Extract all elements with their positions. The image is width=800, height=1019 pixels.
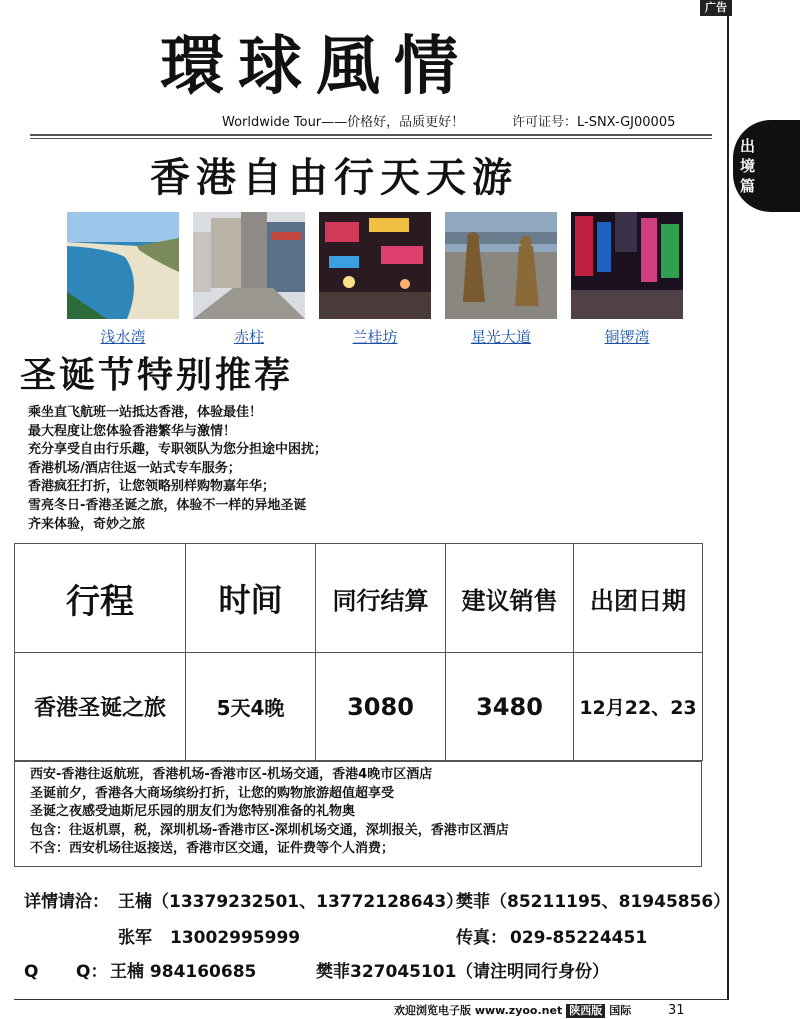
fax-number: 029-85224451 bbox=[510, 928, 648, 948]
qq-label: Q： bbox=[76, 962, 108, 982]
ad-tag: 广告 bbox=[700, 0, 732, 16]
highlight-line: 充分享受自由行乐趣，专职领队为您分担途中困扰； bbox=[28, 442, 328, 458]
headline: 香港自由行天天游 bbox=[150, 154, 518, 201]
note-line: 圣诞前夕，香港各大商场缤纷打折，让您的购物旅游超值超享受 bbox=[30, 785, 395, 801]
highlight-line: 香港疯狂打折，让您领略别样购物嘉年华； bbox=[28, 479, 276, 495]
note-line: 不含：西安机场往返接送，香港市区交通，证件费等个人消费； bbox=[30, 841, 395, 857]
footer-divider bbox=[14, 999, 728, 1000]
qq-note: （请注明同行身份） bbox=[456, 962, 609, 982]
cell-departure: 12月22、23 bbox=[574, 653, 703, 761]
cell-itinerary: 香港圣诞之旅 bbox=[15, 653, 186, 761]
highlight-line: 齐来体验，奇妙之旅 bbox=[28, 516, 146, 532]
highlight-line: 最大程度让您体验香港繁华与激情！ bbox=[28, 423, 237, 439]
photo-caption: 铜锣湾 bbox=[604, 328, 650, 346]
photo-repulse-bay bbox=[67, 212, 179, 319]
col-header-departure: 出团日期 bbox=[574, 544, 703, 653]
cell-duration: 5天4晚 bbox=[186, 653, 316, 761]
brand-title: 環球風情 bbox=[160, 29, 472, 104]
divider bbox=[30, 134, 712, 136]
promo-title: 圣诞节特别推荐 bbox=[20, 355, 294, 396]
price-table bbox=[14, 543, 703, 761]
photo-caption: 赤柱 bbox=[233, 328, 264, 346]
note-line: 包含：往返机票，税，深圳机场-香港市区-深圳机场交通，深圳报关，香港市区酒店 bbox=[30, 822, 509, 838]
table-header-row bbox=[15, 544, 703, 653]
photo-causeway-bay bbox=[571, 212, 683, 319]
contact-name-1: 王楠 bbox=[118, 892, 152, 912]
page-border bbox=[727, 16, 729, 1000]
photo-caption: 星光大道 bbox=[470, 328, 531, 346]
footer-site: 欢迎浏览电子版 www.zyoo.net bbox=[394, 1004, 563, 1017]
highlight-line: 香港机场/酒店往返一站式专车服务； bbox=[28, 460, 241, 476]
note-line: 西安-香港往返航班，香港机场-香港市区-机场交通，香港4晚市区酒店 bbox=[30, 767, 433, 782]
divider bbox=[30, 138, 712, 139]
contact-name-2: 樊菲 bbox=[456, 892, 490, 912]
qq-mark: Q bbox=[24, 962, 39, 982]
photo-avenue-of-stars bbox=[445, 212, 557, 319]
col-header-itinerary: 行程 bbox=[15, 544, 186, 653]
footer-section: 国际 bbox=[609, 1004, 632, 1017]
photo-lan-kwai-fong bbox=[319, 212, 431, 319]
page-number: 31 bbox=[668, 1003, 685, 1018]
highlight-line: 乘坐直飞航班一站抵达香港，体验最佳！ bbox=[28, 405, 263, 420]
photo-caption: 浅水湾 bbox=[100, 328, 146, 346]
contact-phone-2: （85211195、81945856） bbox=[490, 892, 731, 912]
notes-text bbox=[30, 766, 509, 859]
contact-phone-3: 13002995999 bbox=[170, 928, 301, 948]
promo-highlights bbox=[28, 404, 327, 534]
col-header-trade-price: 同行结算 bbox=[316, 544, 446, 653]
contact-name-3: 张军 bbox=[118, 928, 152, 948]
photo-caption: 兰桂坊 bbox=[352, 328, 398, 346]
photo-stanley bbox=[193, 212, 305, 319]
fax-label: 传真： bbox=[456, 928, 507, 948]
edition-badge: 陕西版 bbox=[566, 1004, 605, 1018]
qq-2: 樊菲327045101 bbox=[316, 962, 457, 982]
highlight-line: 雪亮冬日-香港圣诞之旅，体验不一样的异地圣诞 bbox=[28, 497, 307, 513]
section-tab-label: 出境篇 bbox=[740, 137, 756, 195]
cell-trade-price: 3080 bbox=[316, 653, 446, 761]
license-number: 许可证号：L-SNX-GJ00005 bbox=[512, 115, 676, 130]
contact-phone-1: （13379232501、13772128643） bbox=[152, 892, 464, 912]
brand-tagline: Worldwide Tour——价格好，品质更好！ bbox=[222, 115, 465, 130]
table-row bbox=[15, 653, 703, 761]
qq-1: 王楠 984160685 bbox=[110, 962, 257, 982]
col-header-retail-price: 建议销售 bbox=[446, 544, 574, 653]
footer bbox=[394, 1004, 631, 1018]
cell-retail-price: 3480 bbox=[446, 653, 574, 761]
col-header-duration: 时间 bbox=[186, 544, 316, 653]
note-line: 圣诞之夜感受迪斯尼乐园的朋友们为您特别准备的礼物奥 bbox=[30, 804, 356, 820]
contact-label: 详情请洽： bbox=[24, 892, 109, 912]
